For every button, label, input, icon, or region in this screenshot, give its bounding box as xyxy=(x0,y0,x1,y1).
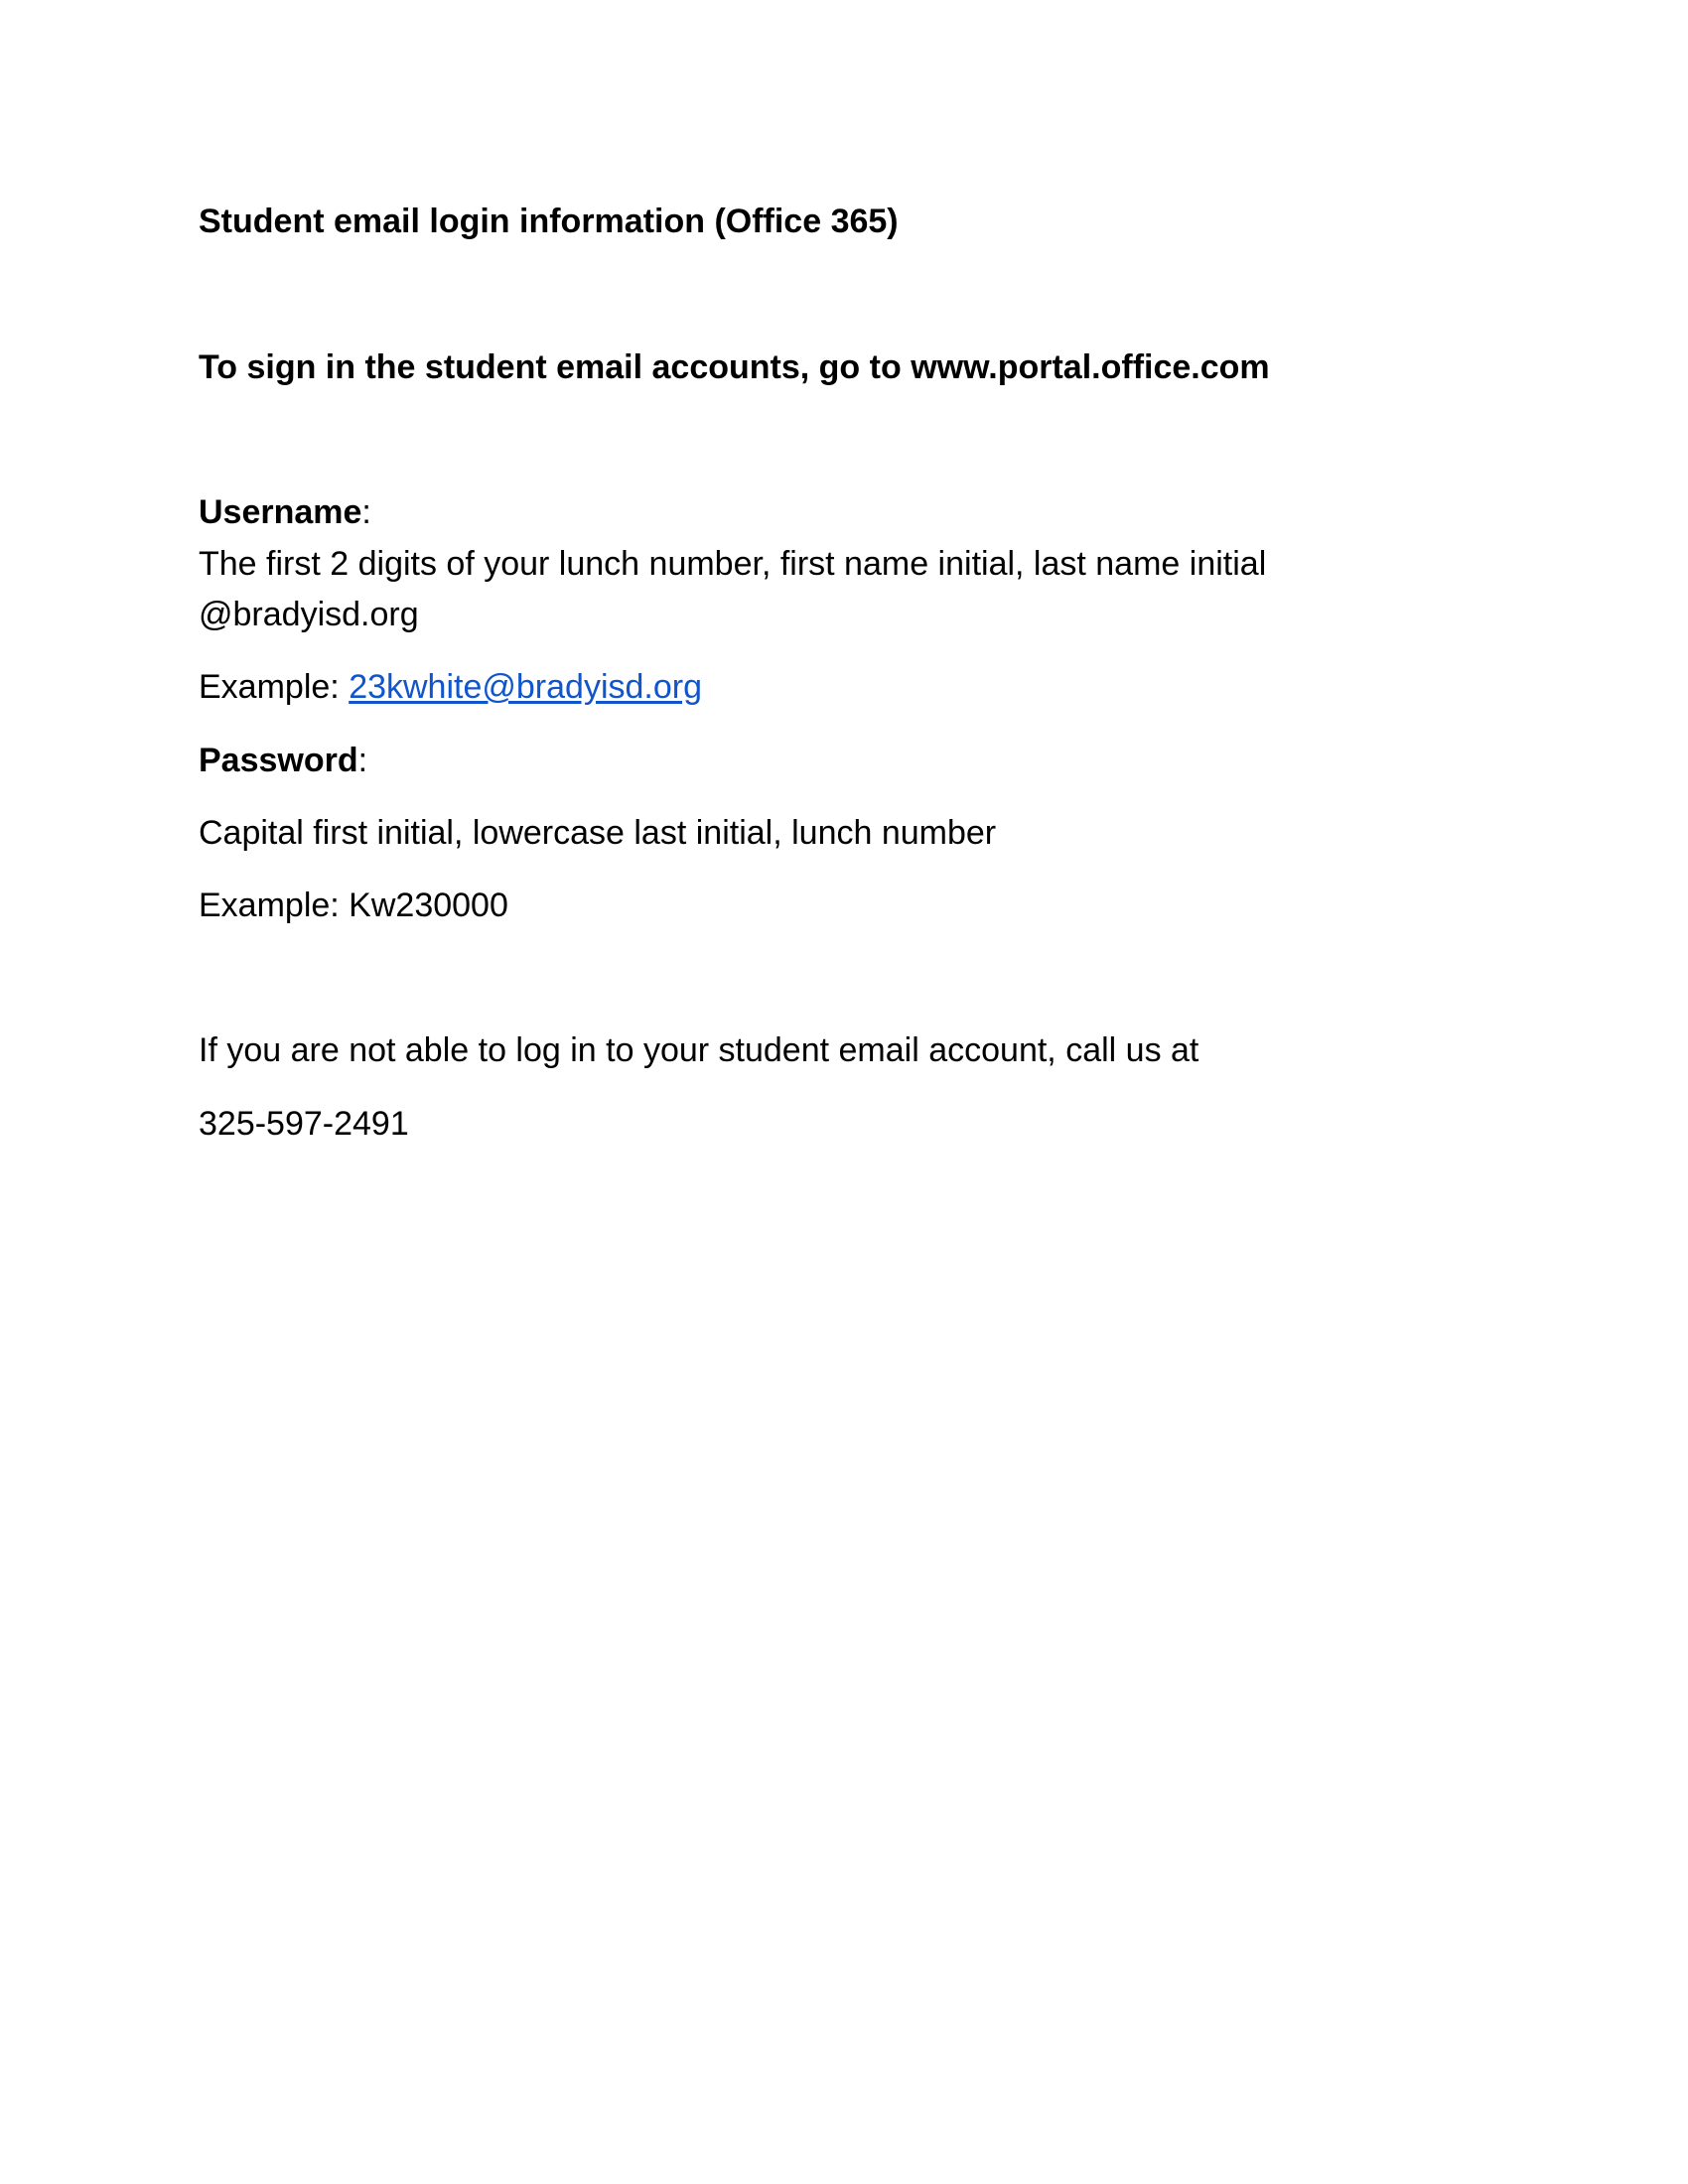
help-text: If you are not able to log in to your student email account, call us at xyxy=(199,1031,1199,1069)
password-example: Example: Kw230000 xyxy=(199,887,508,924)
username-example xyxy=(199,666,702,708)
signin-instruction: To sign in the student email accounts, go to www.portal.office.com xyxy=(199,348,1270,386)
help-phone: 325-597-2491 xyxy=(199,1105,409,1143)
password-description: Capital first initial, lowercase last initial, lunch number xyxy=(199,814,997,852)
password-heading xyxy=(199,740,367,781)
username-description-line1: The first 2 digits of your lunch number, first name initial, last name initial xyxy=(199,545,1267,583)
username-description-line2: @bradyisd.org xyxy=(199,596,419,633)
password-label: Password xyxy=(199,742,358,779)
example-email-link[interactable]: 23kwhite@bradyisd.org xyxy=(349,668,702,706)
username-heading xyxy=(199,491,371,533)
username-colon: : xyxy=(361,493,371,531)
document-title: Student email login information (Office 365) xyxy=(199,203,899,240)
username-example-prefix: Example: xyxy=(199,668,350,706)
password-colon: : xyxy=(357,742,368,779)
username-label: Username xyxy=(199,493,362,531)
